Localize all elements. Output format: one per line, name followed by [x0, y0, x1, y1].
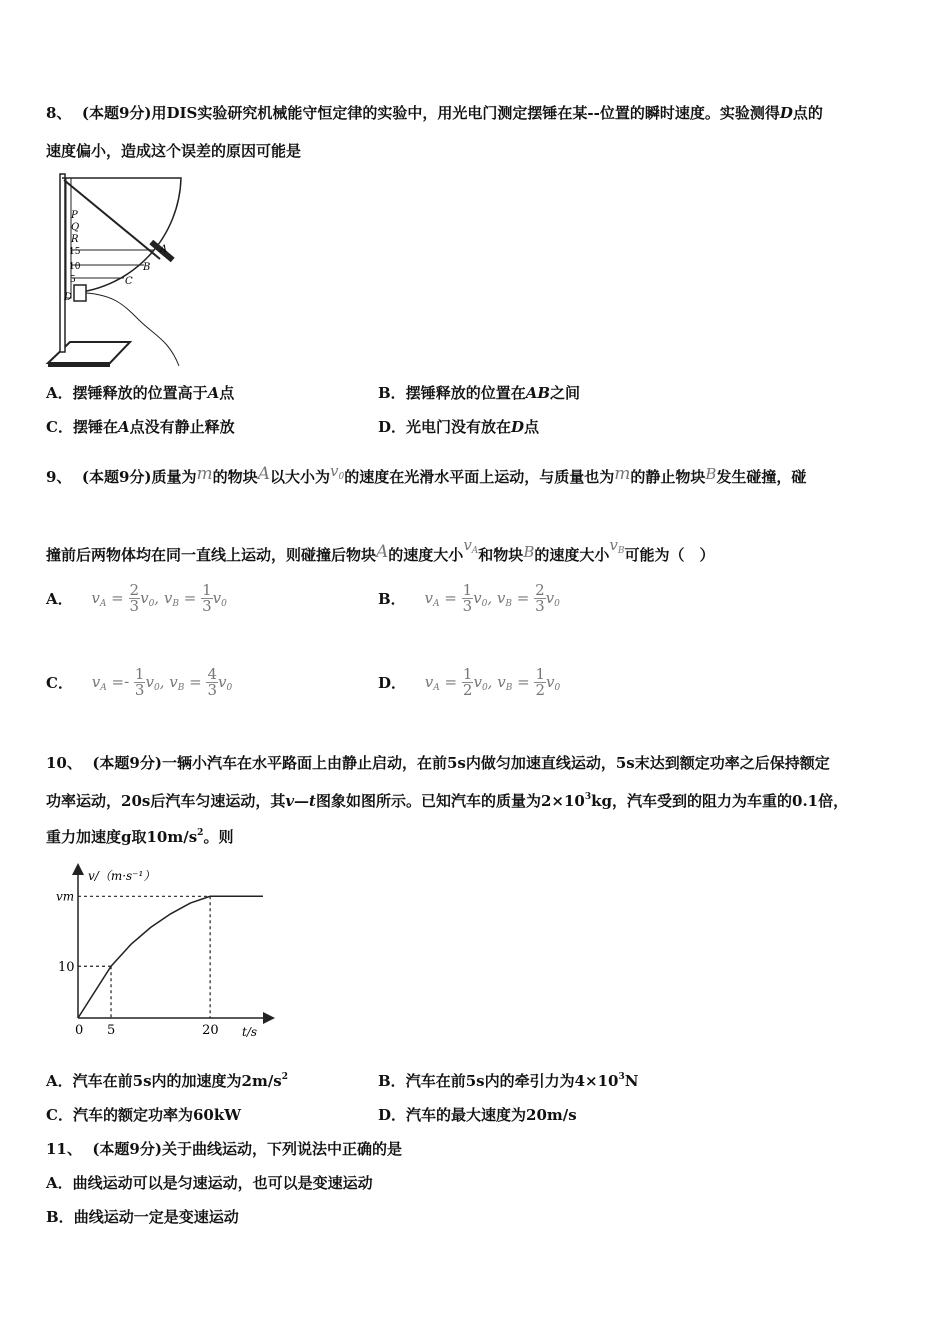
- q8-option-c[interactable]: [46, 416, 235, 437]
- x-tick-label: 0: [75, 1023, 84, 1038]
- q9-option-c[interactable]: C． $v_A$ =- $\frac{1}{3}$ $v_0$, $v_B$ = $\frac{4}{3}$ $v_0$: [46, 665, 233, 699]
- option-label: C．: [46, 1106, 73, 1124]
- q8-point-d: D: [779, 104, 793, 122]
- q9-var-a: A: [376, 542, 389, 562]
- q9-text: 的静止物块: [630, 468, 706, 486]
- q10-text: 一辆小汽车在水平路面上由静止启动，在前5s内做匀加速直线运动，5s末达到额定功率之后保持额定: [161, 754, 830, 772]
- q9-text: 的速度在光滑水平面上运动，与质量也为: [344, 468, 615, 486]
- option-label: A．: [46, 590, 73, 608]
- q10-text: 图象如图所示。已知汽车的质量为2×10: [315, 792, 585, 810]
- frac-den: 3: [129, 597, 140, 615]
- x-tick-label: 5: [107, 1023, 116, 1038]
- q8-option-d[interactable]: [378, 416, 539, 437]
- q9-text: 的物块: [212, 468, 258, 486]
- option-text-end: 之间: [550, 384, 581, 402]
- frac-num: 1: [134, 665, 145, 683]
- q8-stem-line1: [46, 102, 823, 123]
- option-var: AB: [525, 384, 551, 402]
- velocity-curve: [78, 896, 263, 1018]
- q10-text: kg，汽车受到的阻力为车重的0.1倍，: [591, 792, 849, 810]
- frac-num: 1: [462, 665, 473, 683]
- q9-text: 质量为: [151, 468, 197, 486]
- q9-var-v: v: [609, 536, 618, 554]
- option-label: D．: [378, 674, 407, 692]
- label-c: C: [125, 276, 133, 287]
- option-text: 汽车的最大速度为20m/s: [406, 1106, 577, 1124]
- q11-score: (本题9分): [92, 1140, 162, 1158]
- q9-stem-line1: [46, 462, 806, 487]
- option-text: 汽车在前5s内的加速度为2m/s: [72, 1072, 282, 1090]
- frac-num: 4: [207, 665, 217, 683]
- option-label: B．: [378, 1072, 406, 1090]
- q9-number: 9、: [46, 468, 72, 486]
- option-text: 摆锤在: [72, 418, 118, 436]
- label-d: D: [64, 292, 73, 303]
- option-text: 汽车在前5s内的牵引力为4×10: [405, 1072, 619, 1090]
- q11-option-a[interactable]: [46, 1172, 373, 1193]
- label-r: R: [71, 234, 79, 245]
- x-axis-label: t/s: [242, 1025, 258, 1039]
- q9-option-d[interactable]: D． $v_A$ = $\frac{1}{2}$ $v_0$, $v_B$ = $\frac{1}{2}$ $v_0$: [378, 665, 561, 699]
- option-var: D: [511, 418, 525, 436]
- label-5: 5: [70, 275, 76, 285]
- q10-text: 功率运动，20s后汽车匀速运动，其: [46, 792, 286, 810]
- frac-den: 3: [462, 597, 473, 615]
- q9-text: 和物块: [478, 546, 524, 564]
- option-label: C．: [46, 418, 73, 436]
- option-text: 摆锤释放的位置高于: [72, 384, 208, 402]
- option-sup: 2: [281, 1072, 289, 1082]
- q8-option-b[interactable]: [378, 382, 580, 403]
- label-p: P: [71, 210, 78, 221]
- frac-num: 1: [202, 581, 212, 599]
- q8-pendulum-figure: [44, 170, 194, 370]
- q10-number: 10、: [46, 754, 82, 772]
- q11-stem: [46, 1138, 402, 1159]
- label-10: 10: [69, 262, 81, 272]
- option-label: A．: [46, 384, 73, 402]
- q8-number: 8、: [46, 104, 72, 122]
- option-text: 汽车的额定功率为60kW: [72, 1106, 242, 1124]
- q8-text-end: 点的: [792, 104, 823, 122]
- frac-den: 2: [535, 681, 545, 699]
- frac-den: 3: [207, 681, 217, 699]
- q9-stem-line2: [46, 536, 714, 565]
- label-b: B: [143, 262, 151, 273]
- option-var: A: [117, 418, 130, 436]
- q10-stem-line2: [46, 790, 848, 811]
- q9-var-a: A: [257, 464, 270, 484]
- option-text-end: 点没有静止释放: [129, 418, 235, 436]
- option-text-end: 点: [524, 418, 540, 436]
- q10-vt-chart: [50, 860, 280, 1050]
- q9-score: (本题9分): [81, 468, 152, 486]
- q9-var-b: B: [523, 543, 535, 561]
- option-text: 摆锤释放的位置在: [405, 384, 526, 402]
- q10-text: 重力加速度g取10m/s: [46, 828, 198, 846]
- frac-num: 1: [535, 665, 545, 683]
- y-tick-label: 10: [58, 960, 75, 976]
- frac-den: 3: [134, 681, 145, 699]
- frac-den: 2: [462, 681, 473, 699]
- option-label: D．: [378, 1106, 407, 1124]
- option-text: 曲线运动一定是变速运动: [73, 1208, 239, 1226]
- option-sup: 3: [618, 1072, 625, 1082]
- q10-stem-line1: [46, 752, 830, 773]
- option-var: A: [207, 384, 220, 402]
- sensor-cable: [86, 293, 179, 366]
- y-tick-label-vm: vm: [56, 889, 75, 904]
- q9-var-m: m: [196, 464, 213, 484]
- stand-pole: [60, 174, 65, 352]
- option-label: D．: [378, 418, 407, 436]
- frac-num: 1: [462, 581, 473, 599]
- q9-text: 发生碰撞，碰: [716, 468, 807, 486]
- option-label: B．: [378, 384, 406, 402]
- q9-var-sub: A: [471, 546, 479, 556]
- q9-text: 以大小为: [269, 468, 330, 486]
- frac-den: 3: [535, 597, 545, 615]
- q10-stem-line3: [46, 826, 233, 847]
- q10-sup: 3: [584, 792, 592, 802]
- q10-option-d[interactable]: [378, 1104, 577, 1125]
- x-tick-label: 20: [202, 1023, 219, 1038]
- option-text: 光电门没有放在: [406, 418, 512, 436]
- y-axis-label: v/（m·s⁻¹）: [88, 869, 156, 883]
- option-label: A．: [46, 1072, 73, 1090]
- q8-stem-line2: 速度偏小，造成这个误差的原因可能是: [46, 142, 302, 160]
- arc-panel: [62, 178, 181, 293]
- q11-option-b[interactable]: [46, 1206, 239, 1227]
- q9-var-v0: v: [329, 462, 339, 480]
- option-tail: N: [624, 1072, 639, 1090]
- frac-num: 2: [129, 581, 140, 599]
- q10-sup: 2: [197, 828, 204, 838]
- frac-num: 2: [535, 581, 545, 599]
- frac-den: 3: [202, 597, 212, 615]
- q9-var-sub: B: [617, 546, 625, 556]
- label-q: Q: [71, 222, 80, 233]
- q9-var-m: m: [614, 464, 631, 484]
- q10-vt: v—t: [285, 792, 316, 810]
- vt-plot-layer: [56, 889, 263, 1038]
- photogate-sensor: [74, 285, 86, 301]
- option-text: 曲线运动可以是匀速运动，也可以是变速运动: [72, 1174, 373, 1192]
- q9-text: 撞前后两物体均在同一直线上运动，则碰撞后物块: [46, 546, 377, 564]
- q9-text: 的速度大小: [534, 546, 610, 564]
- option-label: B．: [378, 590, 406, 608]
- option-text-end: 点: [219, 384, 235, 402]
- label-a: A: [160, 244, 168, 255]
- option-label: A．: [46, 1174, 73, 1192]
- label-15: 15: [69, 247, 81, 257]
- q9-var-v: v: [463, 536, 472, 554]
- q9-option-b[interactable]: B． $v_A$ = $\frac{1}{3}$ $v_0$, $v_B$ = $\frac{2}{3}$ $v_0$: [378, 581, 560, 615]
- q10-option-a[interactable]: [46, 1070, 288, 1091]
- q10-text: 。则: [203, 828, 234, 846]
- q8-option-a[interactable]: [46, 382, 234, 403]
- q11-number: 11、: [46, 1140, 82, 1158]
- q9-var-v0-sub: 0: [338, 472, 345, 482]
- q9-text: 可能为（ ）: [624, 546, 715, 564]
- q10-score: (本题9分): [92, 754, 162, 772]
- q10-option-c[interactable]: [46, 1104, 241, 1125]
- q8-text: 用DIS实验研究机械能守恒定律的实验中，用光电门测定摆锤在某--位置的瞬时速度。实验测得: [151, 104, 780, 122]
- q9-option-a[interactable]: A． $v_A$ = $\frac{2}{3}$ $v_0$, $v_B$ = $\frac{1}{3}$ $v_0$: [46, 581, 227, 615]
- q8-score: (本题9分): [81, 104, 152, 122]
- q10-option-b[interactable]: [378, 1070, 638, 1091]
- option-sign: -: [124, 672, 130, 691]
- option-label: C．: [46, 674, 73, 692]
- q9-text: 的速度大小: [388, 546, 464, 564]
- q9-var-b: B: [705, 465, 717, 483]
- option-label: B．: [46, 1208, 74, 1226]
- q11-text: 关于曲线运动，下列说法中正确的是: [161, 1140, 402, 1158]
- stand-base-edge: [48, 363, 110, 367]
